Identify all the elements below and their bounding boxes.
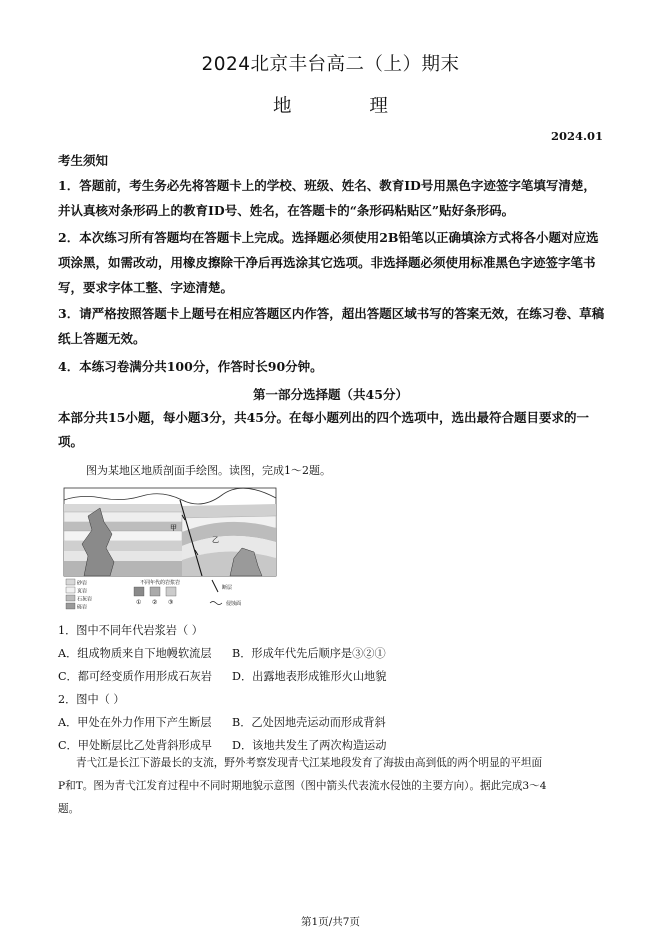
subject-title: 地 理: [273, 96, 424, 117]
passage-line-3: 题。: [58, 803, 80, 815]
legend-fault: 断层: [222, 585, 233, 591]
question-1-option-a: A．组成物质来自下地幔软流层: [58, 647, 212, 660]
exam-date: 2024.01: [550, 129, 603, 143]
legend-unconformity: 侵蚀面: [226, 601, 242, 607]
question-1-option-d: D．出露地表形成锥形火山地貌: [232, 670, 387, 683]
question-2-stem: 2．图中（ ）: [58, 693, 125, 706]
geological-cross-section: [62, 486, 282, 611]
label-yi: 乙: [212, 536, 219, 544]
figure-caption: 图为某地区地质剖面手绘图。读图，完成1～2题。: [86, 464, 331, 477]
legend-num-3: ③: [168, 599, 174, 606]
notice-item-3: 3．请严格按照答题卡上题号在相应答题区内作答，超出答题区域书写的答案无效，在练习卷、草稿纸上答题无效。: [58, 306, 605, 346]
legend-item-2: 页岩: [77, 588, 88, 595]
legend-num-2: ②: [152, 599, 158, 606]
question-1-option-c: C．都可经变质作用形成石灰岩: [58, 670, 212, 683]
notice-title: 考生须知: [58, 153, 109, 168]
question-2-option-b: B．乙处因地壳运动而形成背斜: [232, 716, 386, 729]
passage-line-1: 青弋江是长江下游最长的支流，野外考察发现青弋江某地段发育了海拔由高到低的两个明显的平坦面: [76, 757, 543, 769]
question-1-stem: 1．图中不同年代岩浆岩（ ）: [58, 624, 203, 637]
exam-title: 2024北京丰台高二（上）期末: [201, 54, 460, 75]
passage-line-2: P和T。图为青弋江发育过程中不同时期地貌示意图（图中箭头代表流水侵蚀的主要方向）。据此完成3～4: [58, 780, 547, 792]
legend-item-4: 砾岩: [77, 604, 88, 611]
question-2-option-d: D．该地共发生了两次构造运动: [232, 739, 387, 752]
legend-num-1: ①: [136, 599, 142, 606]
question-1-option-b: B．形成年代先后顺序是③②①: [232, 647, 386, 660]
legend-item-3: 石灰岩: [77, 596, 93, 603]
section-title: 第一部分选择题（共45分）: [253, 387, 408, 402]
notice-item-4: 4．本练习卷满分共100分，作答时长90分钟。: [58, 359, 323, 374]
figure-legend: [66, 579, 241, 611]
question-2-option-c: C．甲处断层比乙处背斜形成早: [58, 739, 212, 752]
notice-item-2: 2．本次练习所有答题均在答题卡上完成。选择题必须使用2B铅笔以正确填涂方式将各小题对应选项涂黑，如需改动，用橡皮擦除干净后再选涂其它选项。非选择题必须使用标准黑色字迹签字笔书写，要求字体工整、字迹清楚。: [58, 230, 599, 295]
label-jia: 甲: [170, 524, 177, 532]
page-number: 第1页/共7页: [301, 916, 360, 928]
legend-item-1: 砂岩: [77, 580, 88, 587]
question-2-option-a: A．甲处在外力作用下产生断层: [58, 716, 212, 729]
legend-magma-title: 不同年代的岩浆岩: [140, 580, 181, 586]
notice-item-1: 1．答题前，考生务必先将答题卡上的学校、班级、姓名、教育ID号用黑色字迹签字笔填写清楚，并认真核对条形码上的教育ID号、姓名，在答题卡的“条形码粘贴区”贴好条形码。: [58, 178, 596, 218]
section-intro: 本部分共15小题，每小题3分，共45分。在每小题列出的四个选项中，选出最符合题目要求的一项。: [58, 410, 589, 449]
